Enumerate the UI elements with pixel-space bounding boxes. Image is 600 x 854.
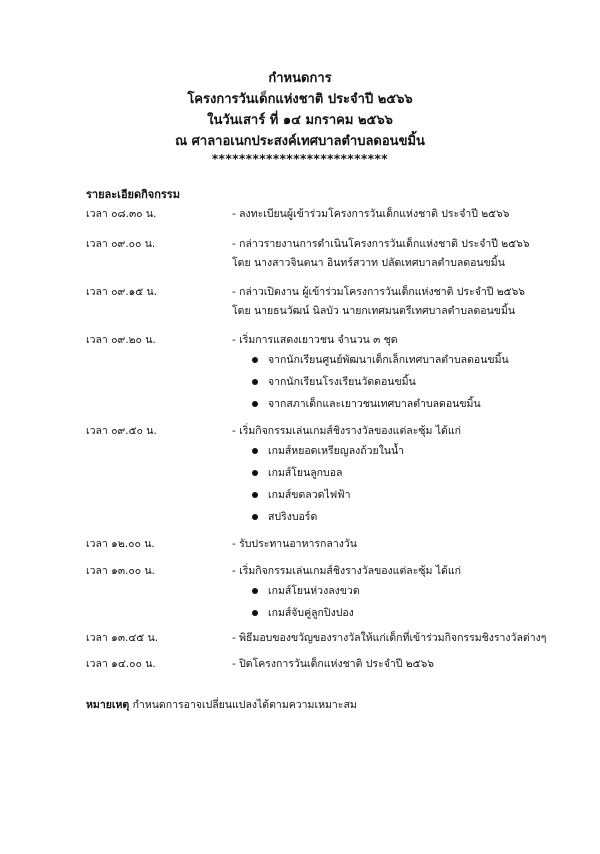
schedule-desc: - ลงทะเบียนผู้เข้าร่วมโครงการวันเด็กแห่งชาติ ประจำปี ๒๕๖๖ — [232, 208, 510, 220]
schedule-desc: - เริ่มกิจกรรมเล่นเกมส์ชิงรางวัลของแต่ละซุ้ม ได้แก่ — [232, 425, 461, 437]
list-item: จากนักเรียนโรงเรียนวัดดอนขมิ้น — [252, 374, 509, 396]
bullet-list — [252, 583, 360, 627]
schedule-desc: - เริ่มกิจกรรมเล่นเกมส์ชิงรางวัลของแต่ละซุ้ม ได้แก่ — [232, 565, 461, 577]
schedule-time: เวลา ๑๔.๐๐ น. — [86, 658, 156, 670]
header-title: กำหนดการ — [268, 71, 332, 86]
list-item: จากนักเรียนศูนย์พัฒนาเด็กเล็กเทศบาลตำบลดอนขมิ้น — [252, 352, 509, 374]
schedule-desc: - เริ่มการแสดงเยาวชน จำนวน ๓ ชุด — [232, 334, 398, 346]
schedule-presenter: โดย นางสาวจินตนา อินทร์สวาท ปลัดเทศบาลตำบลดอนขมิ้น — [232, 257, 505, 269]
header-date: ในวันเสาร์ ที่ ๑๔ มกราคม ๒๕๖๖ — [207, 113, 393, 128]
list-item: จากสภาเด็กและเยาวชนเทศบาลตำบลดอนขมิ้น — [252, 396, 509, 418]
schedule-presenter: โดย นายธนวัฒน์ นิลบัว นายกเทศมนตรีเทศบาลตำบลดอนขมิ้น — [232, 305, 516, 317]
schedule-desc: - กล่าวรายงานการดำเนินโครงการวันเด็กแห่งชาติ ประจำปี ๒๕๖๖ — [232, 238, 530, 250]
section-title: รายละเอียดกิจกรรม — [86, 188, 180, 201]
document-header — [0, 68, 600, 166]
list-item: เกมส์ขดลวดไฟฟ้า — [252, 487, 404, 509]
list-item: เกมส์โยนลูกบอล — [252, 465, 404, 487]
schedule-desc: - ปิดโครงการวันเด็กแห่งชาติ ประจำปี ๒๕๖๖ — [232, 658, 434, 670]
header-divider-stars: ************************** — [211, 152, 389, 166]
schedule-time: เวลา ๑๒.๐๐ น. — [86, 538, 155, 550]
list-item: เกมส์จับคู่ลูกปิงปอง — [252, 605, 360, 627]
bullet-list — [252, 352, 509, 418]
list-item: เกมส์หยอดเหรียญลงถ้วยในน้ำ — [252, 443, 404, 465]
schedule-desc: - พิธีมอบของขวัญของรางวัลให้แก่เด็กที่เข้าร่วมกิจกรรมชิงรางวัลต่างๆ — [232, 632, 547, 644]
bullet-list — [252, 443, 404, 531]
schedule-time: เวลา ๑๓.๐๐ น. — [86, 565, 156, 577]
list-item: สปริงบอร์ด — [252, 509, 404, 531]
schedule-time: เวลา ๐๘.๓๐ น. — [86, 208, 157, 220]
footnote-label: หมายเหตุ — [86, 699, 130, 711]
footnote — [86, 696, 357, 713]
schedule-time: เวลา ๐๙.๕๐ น. — [86, 425, 157, 437]
schedule-time: เวลา ๑๓.๔๕ น. — [86, 632, 159, 644]
schedule-desc: - กล่าวเปิดงาน ผู้เข้าร่วมโครงการวันเด็กแห่งชาติ ประจำปี ๒๕๖๖ — [232, 286, 525, 298]
list-item: เกมส์โยนห่วงลงขวด — [252, 583, 360, 605]
schedule-time: เวลา ๐๙.๒๐ น. — [86, 334, 156, 346]
footnote-text: กำหนดการอาจเปลี่ยนแปลงได้ตามความเหมาะสม — [129, 699, 357, 711]
header-project-name: โครงการวันเด็กแห่งชาติ ประจำปี ๒๕๖๖ — [187, 92, 413, 107]
header-venue: ณ ศาลาอเนกประสงค์เทศบาลตำบลดอนขมิ้น — [175, 134, 425, 149]
schedule-desc: - รับประทานอาหารกลางวัน — [232, 538, 357, 550]
schedule-time: เวลา ๐๙.๐๐ น. — [86, 238, 156, 250]
schedule-time: เวลา ๐๙.๑๕ น. — [86, 286, 158, 298]
